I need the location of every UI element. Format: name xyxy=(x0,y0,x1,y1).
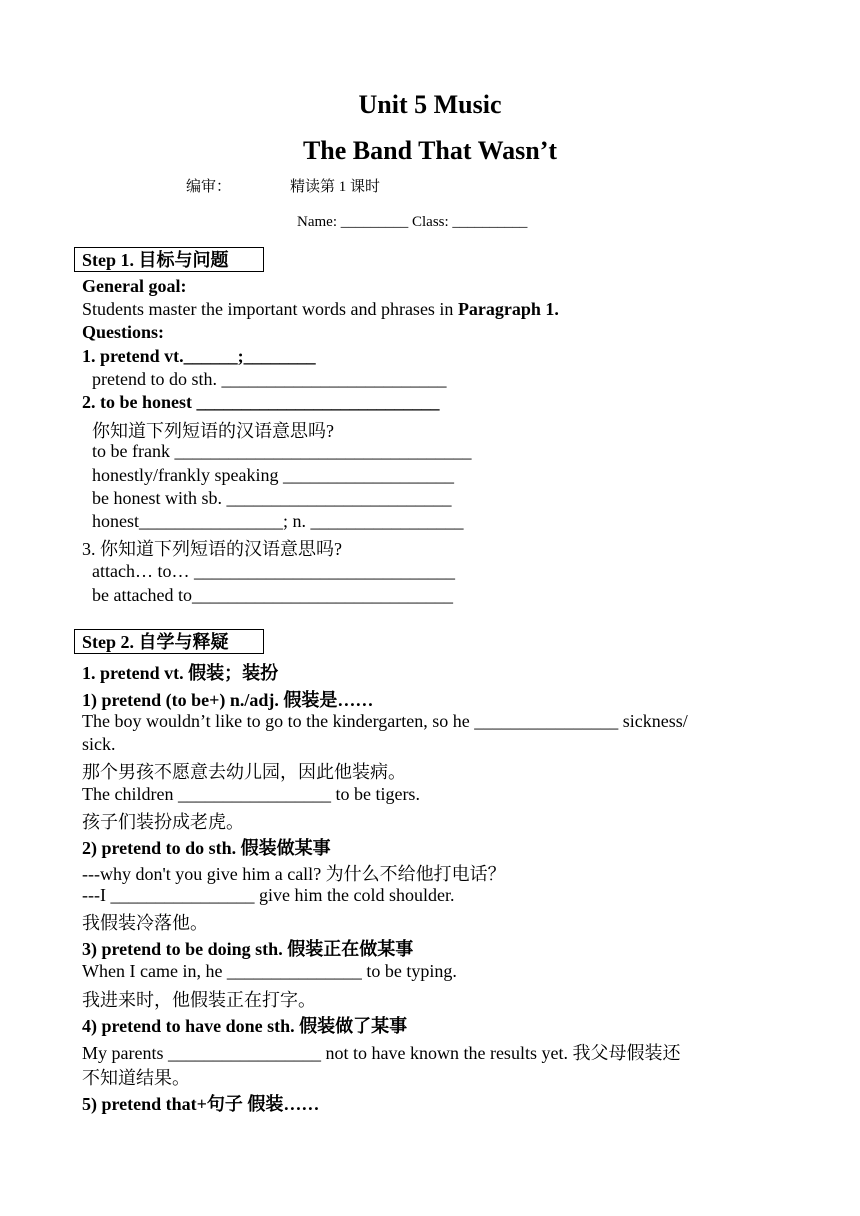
usage-5-heading: 5) pretend that+句子 假装…… xyxy=(82,1094,320,1114)
goal-text-bold: Paragraph 1. xyxy=(457,299,559,319)
sentence-4-cont: 不知道结果。 xyxy=(82,1068,190,1088)
sentence-1a: The boy wouldn’t like to go to the kindergarten, so he ________________ sickness/ xyxy=(82,711,688,731)
page-subtitle: The Band That Wasn’t xyxy=(302,136,558,165)
question-2-a: to be frank _________________________________ xyxy=(92,441,472,461)
step2-heading: Step 2. 自学与释疑 xyxy=(74,629,264,654)
goal-text xyxy=(82,299,559,320)
step1-heading: Step 1. 目标与问题 xyxy=(74,247,264,272)
sentence-3-translation: 我进来时，他假装正在打字。 xyxy=(82,990,316,1010)
sentence-1a-translation: 那个男孩不愿意去幼儿园，因此他装病。 xyxy=(82,762,406,782)
question-2-prompt: 你知道下列短语的汉语意思吗? xyxy=(92,421,334,441)
sentence-2b: ---I ________________ give him the cold shoulder. xyxy=(82,885,455,905)
question-2-b: honestly/frankly speaking ___________________ xyxy=(92,465,454,485)
question-1-sub: pretend to do sth. _________________________ xyxy=(92,369,447,389)
usage-3-heading: 3) pretend to be doing sth. 假装正在做某事 xyxy=(82,939,414,959)
editor-label: 编审： xyxy=(186,179,232,195)
lesson-label: 精读第 1 课时 xyxy=(290,179,381,195)
general-goal-label: General goal: xyxy=(82,276,187,296)
goal-text-main: Students master the important words and phrases in xyxy=(82,299,458,319)
usage-2-heading: 2) pretend to do sth. 假装做某事 xyxy=(82,838,331,858)
sentence-4: My parents _________________ not to have known the results yet. 我父母假装还 xyxy=(82,1043,681,1063)
name-class-line: Name: _________ Class: __________ xyxy=(297,214,528,230)
usage-1-heading: 1) pretend (to be+) n./adj. 假装是…… xyxy=(82,690,374,710)
question-1: 1. pretend vt.______;________ xyxy=(82,346,316,366)
sentence-1a-cont: sick. xyxy=(82,734,116,754)
question-3-a: attach… to… _____________________________ xyxy=(92,561,455,581)
sentence-2a: ---why don't you give him a call? 为什么不给他打电话？ xyxy=(82,864,506,884)
question-3: 3. 你知道下列短语的汉语意思吗? xyxy=(82,539,342,559)
question-2-d: honest________________; n. _________________ xyxy=(92,511,464,531)
page-title: Unit 5 Music xyxy=(358,90,502,119)
pretend-heading: 1. pretend vt. 假装；装扮 xyxy=(82,663,279,683)
sentence-1b-translation: 孩子们装扮成老虎。 xyxy=(82,812,244,832)
usage-4-heading: 4) pretend to have done sth. 假装做了某事 xyxy=(82,1016,408,1036)
sentence-3: When I came in, he _______________ to be typing. xyxy=(82,961,457,981)
questions-label: Questions: xyxy=(82,322,165,342)
question-2-c: be honest with sb. _________________________ xyxy=(92,488,452,508)
question-2: 2. to be honest ___________________________ xyxy=(82,392,440,412)
question-3-b: be attached to_____________________________ xyxy=(92,585,453,605)
sentence-1b: The children _________________ to be tigers. xyxy=(82,784,420,804)
sentence-2-translation: 我假装冷落他。 xyxy=(82,913,208,933)
